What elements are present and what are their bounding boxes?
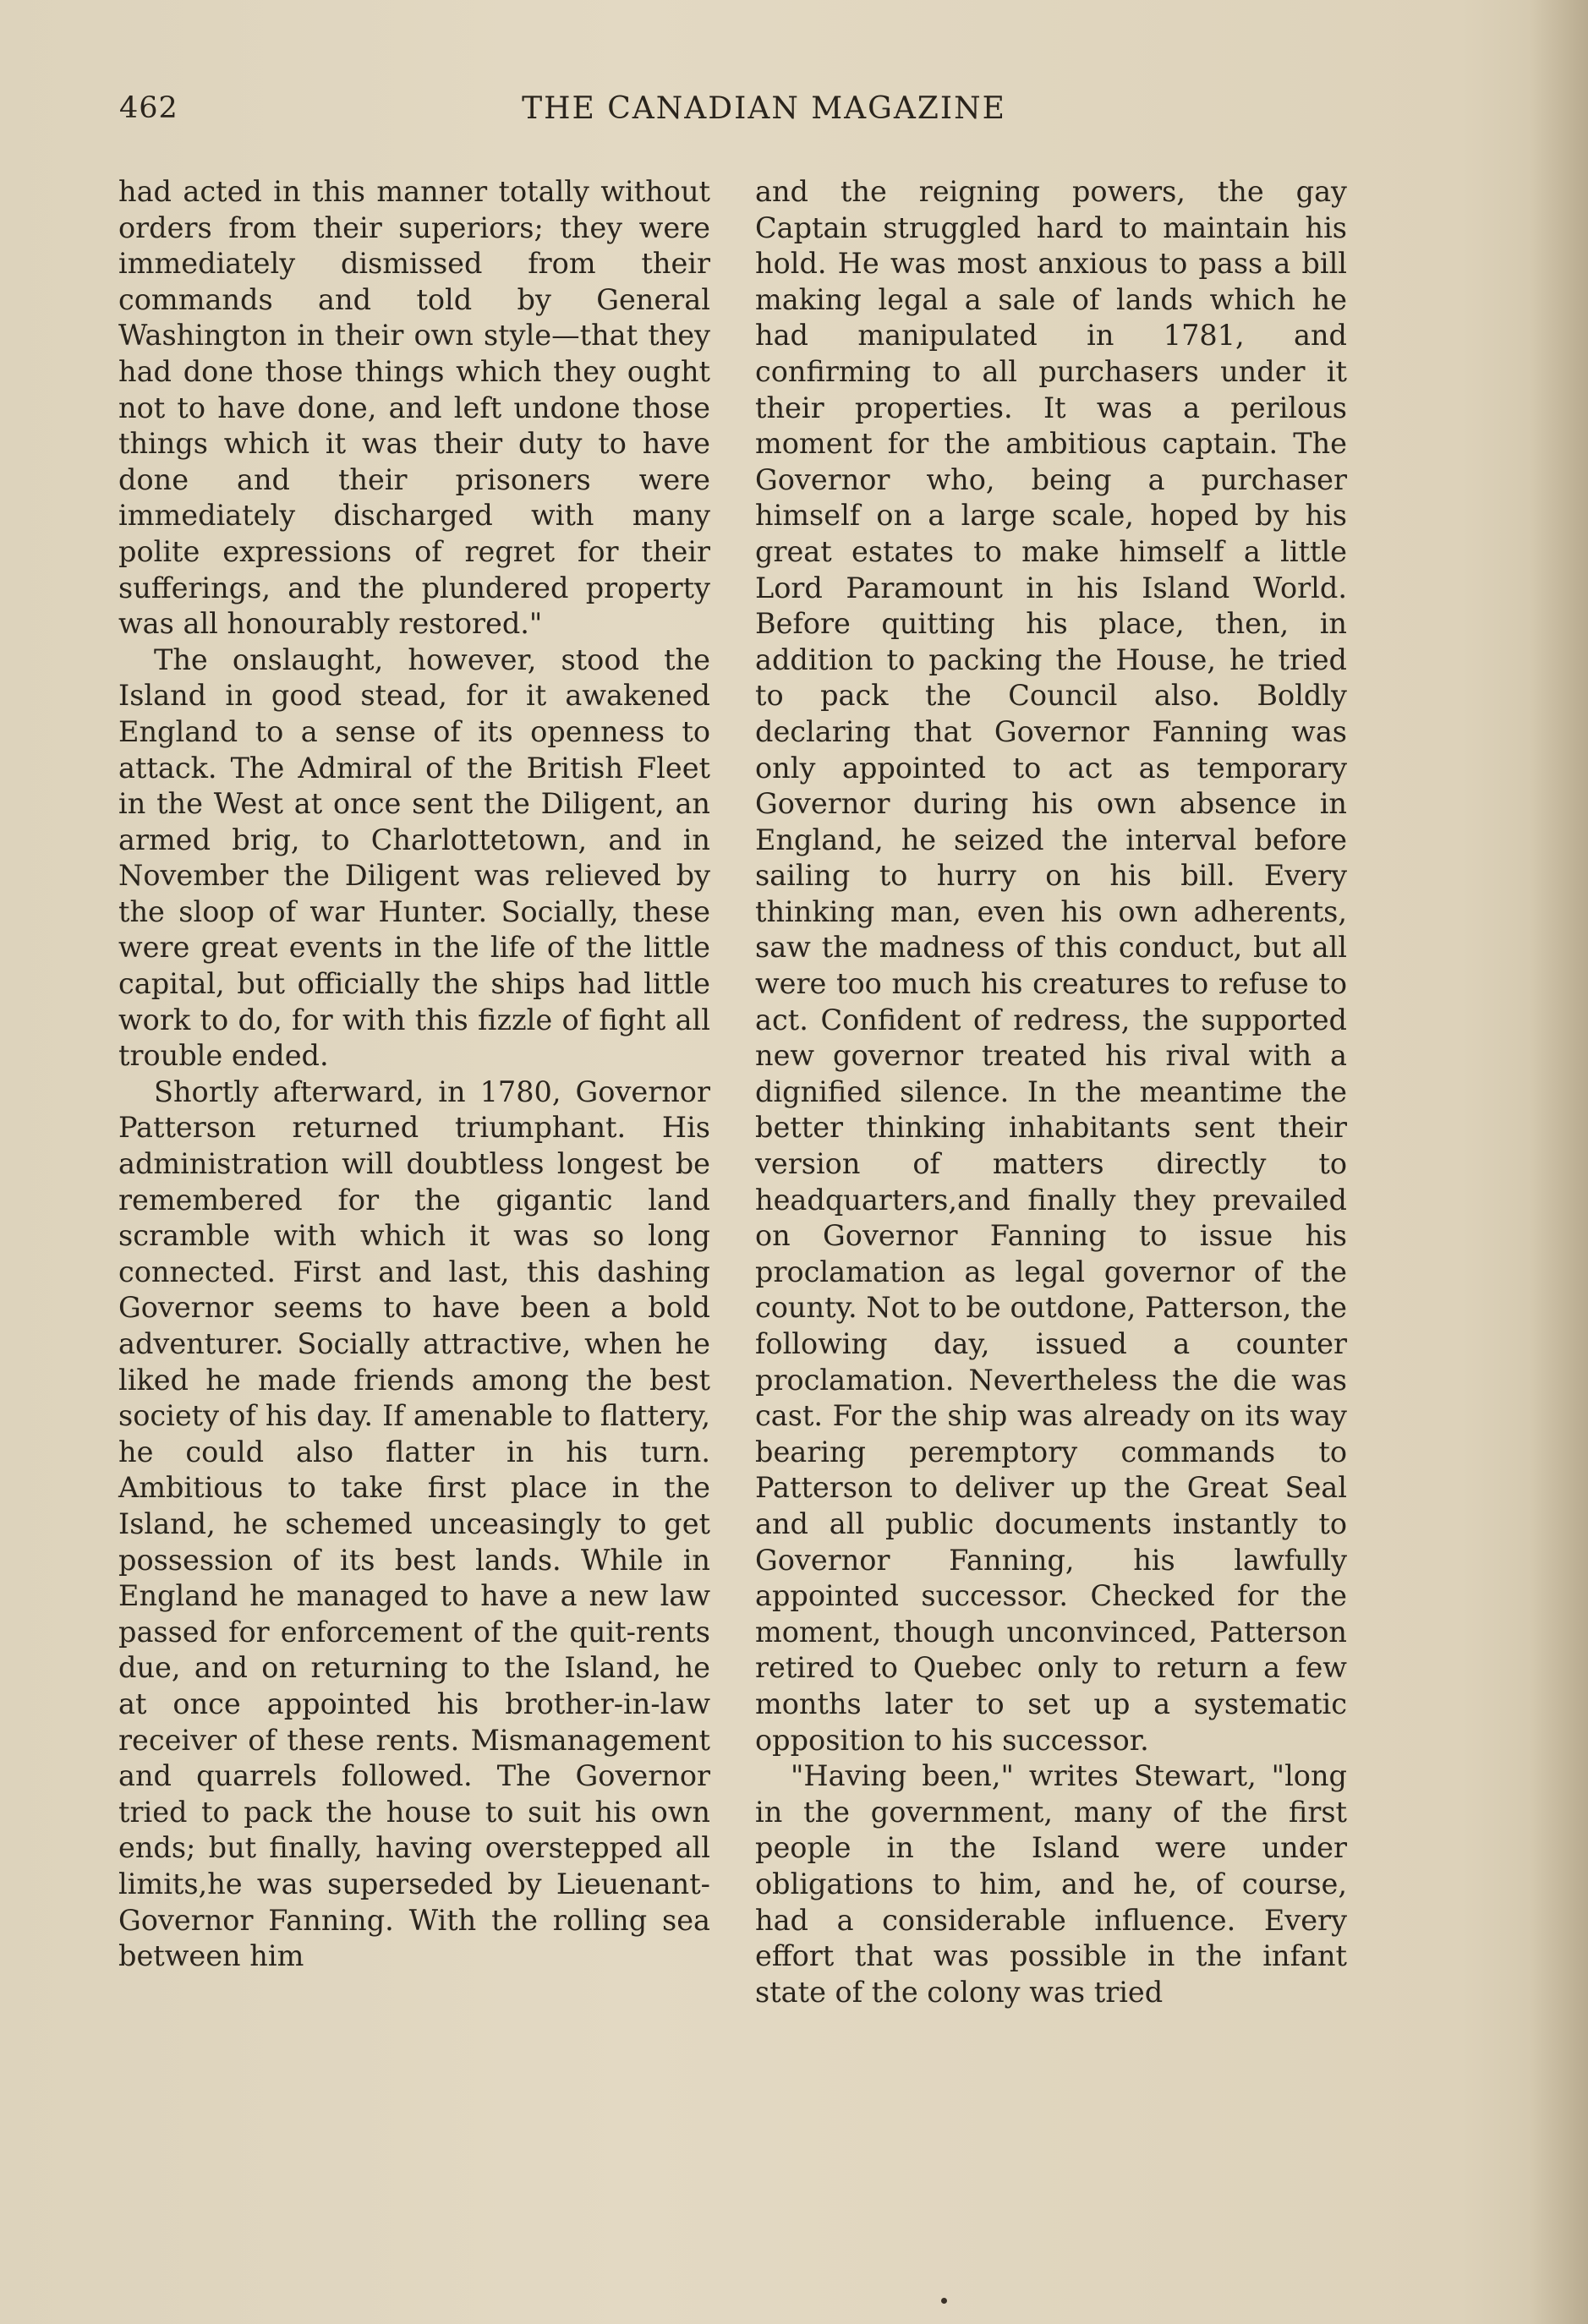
page-header	[119, 91, 1409, 142]
right-column	[755, 174, 1347, 2010]
paragraph: Shortly afterward, in 1780, Governor Patterson returned triumphant. His administration will doubtless longest be remembered for the gigantic land scramble with which it was so long connected. First and last, this dashing Governor seems to have been a bold adventurer. Socially attractive, when he liked he made friends among the best society of his day. If amenable to flattery, he could also flatter in his turn. Ambitious to take first place in the Island, he schemed unceasingly to get possession of its best lands. While in England he managed to have a new law passed for enforcement of the quit-rents due, and on returning to the Island, he at once appointed his brother-in-law receiver of these rents. Mismanagement and quarrels followed. The Governor tried to pack the house to suit his own ends; but finally, having overstepped all limits,he was superseded by Lieuenant-Governor Fanning. With the rolling sea between him	[118, 1075, 710, 1973]
paragraph: had acted in this manner totally without orders from their superiors; they were immediately dismissed from their commands and told by General Washington in their own style—that they had done those things which they ought not to have done, and left undone those things which it was their duty to have done and their prisoners were immediately discharged with many polite expressions of regret for their sufferings, and the plundered property was all honourably restored."	[118, 175, 710, 641]
paragraph: The onslaught, however, stood the Island in good stead, for it awakened England to a sense of its openness to attack. The Admiral of the British Fleet in the West at once sent the Diligent, an armed brig, to Charlottetown, and in November the Diligent was relieved by the sloop of war Hunter. Socially, these were great events in the life of the little capital, but officially the ships had little work to do, for with this fizzle of fight all trouble ended.	[118, 643, 710, 1073]
page-number: 462	[119, 91, 178, 125]
ink-speck	[941, 2298, 947, 2304]
running-head: THE CANADIAN MAGAZINE	[522, 91, 1006, 126]
paragraph: and the reigning powers, the gay Captain struggled hard to maintain his hold. He was most anxious to pass a bill making legal a sale of lands which he had manipulated in 1781, and confirming to all purchasers under it their properties. It was a perilous moment for the ambitious captain. The Governor who, being a purchaser himself on a large scale, hoped by his great estates to make himself a little Lord Paramount in his Island World. Before quitting his place, then, in addition to packing the House, he tried to pack the Council also. Boldly declaring that Governor Fanning was only appointed to act as temporary Governor during his own absence in England, he seized the interval before sailing to hurry on his bill. Every thinking man, even his own adherents, saw the madness of this conduct, but all were too much his creatures to refuse to act. Confident of redress, the supported new governor treated his rival with a dignified silence. In the meantime the better thinking inhabitants sent their version of matters directly to headquarters,and finally they prevailed on Governor Fanning to issue his proclamation as legal governor of the county. Not to be outdone, Patterson, the following day, issued a counter proclamation. Nevertheless the die was cast. For the ship was already on its way bearing peremptory commands to Patterson to deliver up the Great Seal and all public documents instantly to Governor Fanning, his lawfully appointed successor. Checked for the moment, though unconvinced, Patterson retired to Quebec only to return a few months later to set up a systematic opposition to his successor.	[755, 175, 1347, 1757]
paragraph: "Having been," writes Stewart, "long in the government, many of the first people in the Island were under obligations to him, and he, of course, had a considerable influence. Every effort that was possible in the infant state of the colony was tried	[755, 1759, 1347, 2009]
left-column	[118, 174, 710, 1975]
page-spine-shadow	[1529, 0, 1588, 2324]
